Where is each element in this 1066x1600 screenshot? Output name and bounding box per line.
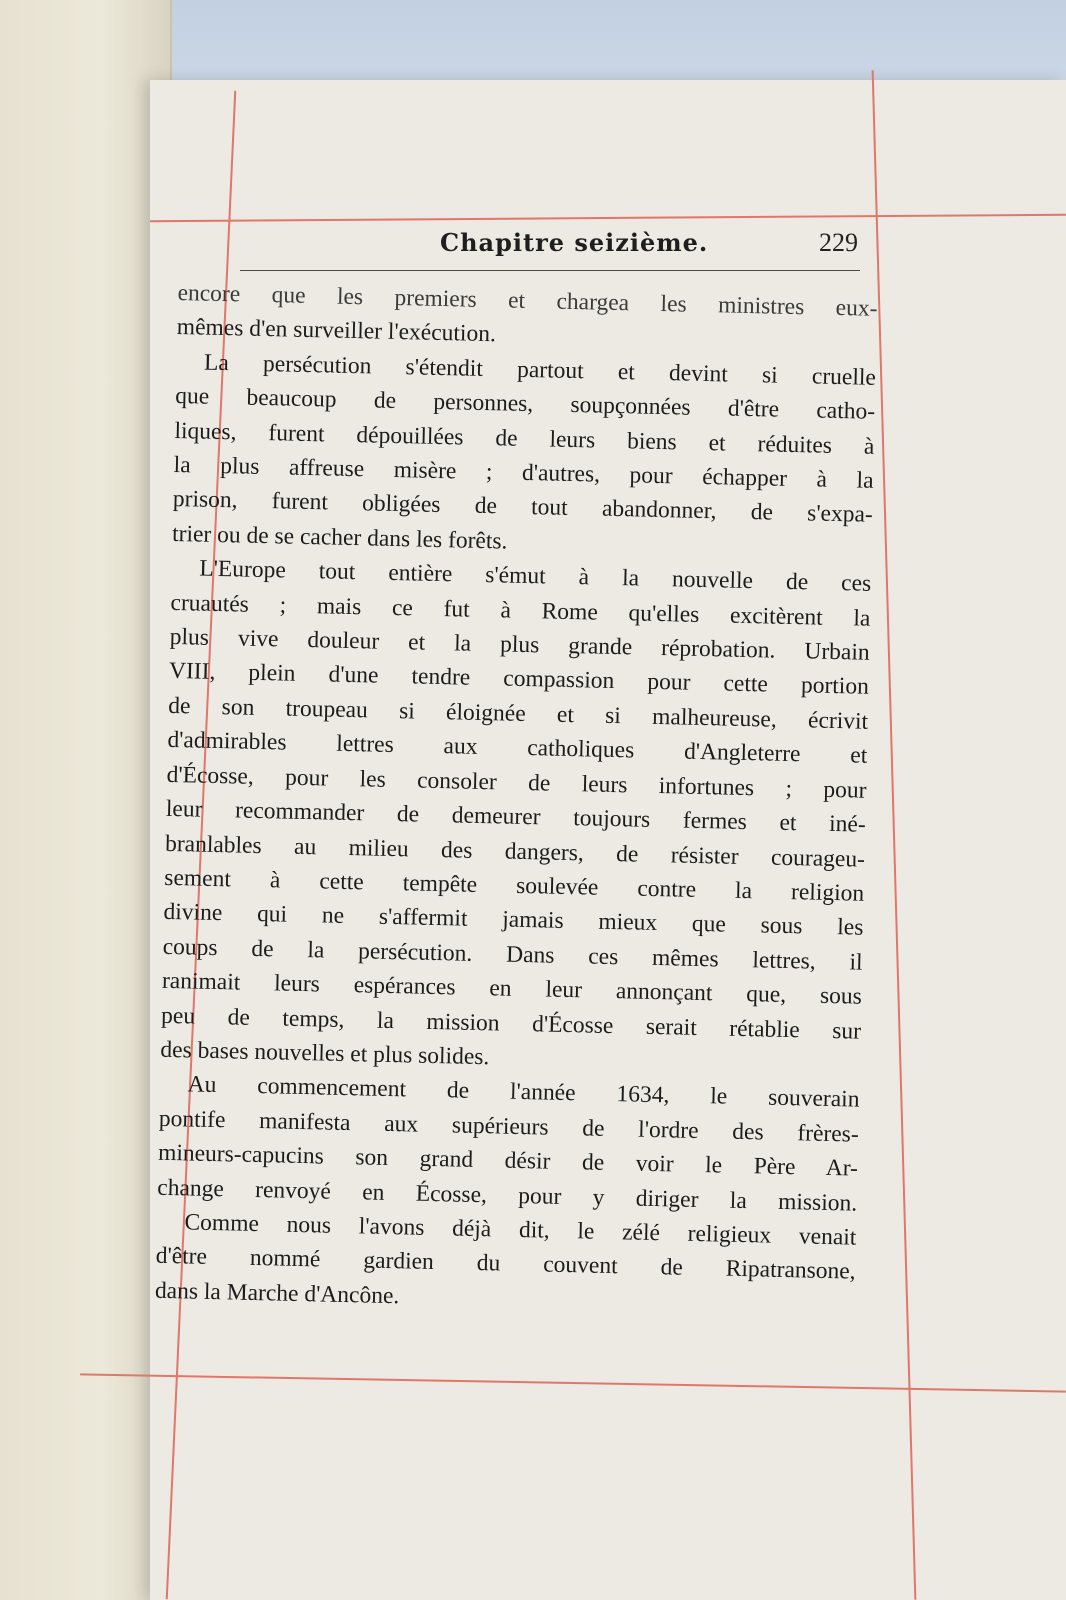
page-number: 229: [819, 228, 858, 257]
text-line: Au commencement de l'année 1634, le souverain: [187, 1071, 860, 1114]
facing-page: [0, 0, 172, 1600]
text-line: d'être nommé gardien du couvent de Ripatransone,: [155, 1243, 856, 1286]
text-line: La persécution s'étendit partout et devint si cruelle: [203, 349, 877, 391]
text-line: sement à cette tempête soulevée contre la religion: [164, 864, 865, 907]
text-line: dans la Marche d'Ancône.: [154, 1277, 400, 1310]
text-line: que beaucoup de personnes, soupçonnées d'être catho-: [174, 383, 876, 426]
running-header: [240, 224, 860, 271]
text-line: coups de la persécution. Dans ces mêmes lettres, il: [162, 933, 863, 976]
text-line: mineurs-capucins son grand désir de voir le Père Ar-: [157, 1139, 859, 1182]
text-line: leur recommander de demeurer toujours fermes et iné-: [165, 795, 867, 838]
body-text: [155, 276, 878, 1324]
text-line: encore que les premiers et chargea les ministres eux-: [177, 279, 878, 322]
text-line: change renvoyé en Écosse, pour y diriger la mission.: [157, 1174, 858, 1217]
text-line: divine qui ne s'affermit jamais mieux que sous les: [163, 899, 864, 942]
text-line: VIII, plein d'une tendre compassion pour cette portion: [168, 658, 870, 701]
text-line: des bases nouvelles et plus solides.: [160, 1036, 490, 1071]
text-line: ranimait leurs espérances en leur annonçant que, sous: [161, 967, 863, 1010]
text-line: Comme nous l'avons déjà dit, le zélé religieux venait: [184, 1209, 857, 1251]
text-line: mêmes d'en surveiller l'exécution.: [176, 314, 497, 348]
text-line: trier ou de se cacher dans les forêts.: [171, 520, 508, 555]
text-line: de son troupeau si éloignée et si malheureuse, écrivit: [167, 692, 869, 735]
chapter-title: Chapitre seizième.: [440, 228, 709, 257]
text-line: pontife manifesta aux supérieurs de l'ordre des frères-: [158, 1105, 859, 1148]
text-line: L'Europe tout entière s'émut à la nouvelle de ces: [199, 555, 872, 598]
text-line: branlables au milieu des dangers, de résister courageu-: [164, 830, 866, 873]
text-line: prison, furent obligées de tout abandonner, de s'expa-: [172, 486, 874, 529]
text-line: d'admirables lettres aux catholiques d'Angleterre et: [167, 727, 868, 770]
text-line: la plus affreuse misère ; d'autres, pour échapper à la: [173, 451, 874, 494]
text-line: liques, furent dépouillées de leurs biens et réduites à: [174, 417, 875, 460]
text-line: cruautés ; mais ce fut à Rome qu'elles excitèrent la: [170, 589, 871, 632]
text-line: d'Écosse, pour les consoler de leurs infortunes ; pour: [166, 761, 867, 804]
text-line: plus vive douleur et la plus grande réprobation. Urbain: [169, 623, 870, 666]
text-line: peu de temps, la mission d'Écosse serait rétablie sur: [160, 1002, 862, 1045]
